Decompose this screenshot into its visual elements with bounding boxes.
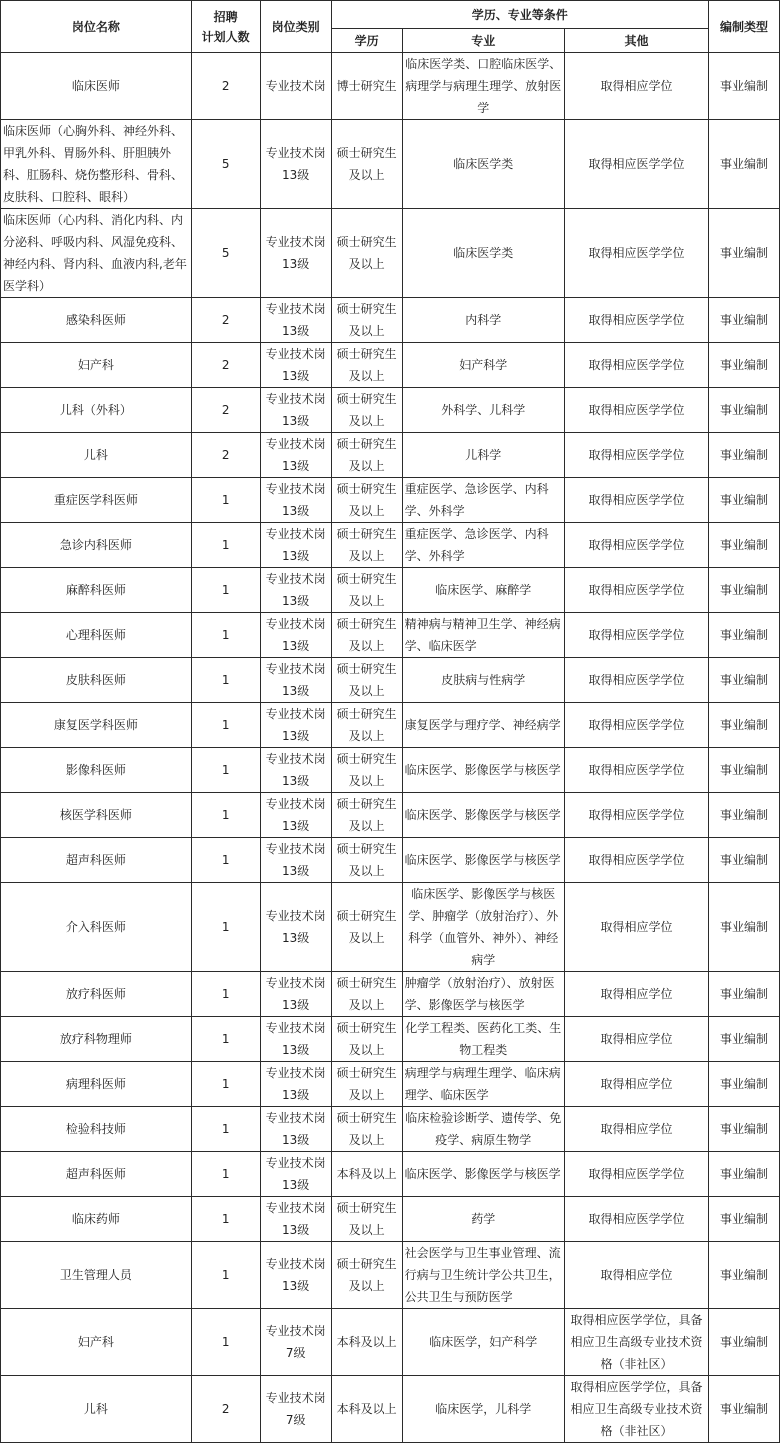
cell-other: 取得相应医学学位，具备相应卫生高级专业技术资格（非社区） [564, 1309, 708, 1376]
cell-position-type: 专业技术岗13级 [260, 703, 331, 748]
cell-other: 取得相应医学学位 [564, 433, 708, 478]
cell-planned-count: 5 [191, 209, 260, 298]
cell-position-name: 重症医学科医师 [1, 478, 192, 523]
cell-position-name: 临床医师 [1, 53, 192, 120]
cell-major: 临床医学，儿科学 [402, 1376, 564, 1443]
cell-planned-count: 2 [191, 1376, 260, 1443]
cell-position-type: 专业技术岗7级 [260, 1376, 331, 1443]
table-row [1, 1062, 780, 1107]
table-row [1, 209, 780, 298]
cell-major: 重症医学、急诊医学、内科学、外科学 [402, 523, 564, 568]
cell-position-name: 超声科医师 [1, 1152, 192, 1197]
cell-other: 取得相应医学学位 [564, 838, 708, 883]
cell-education: 硕士研究生及以上 [331, 838, 402, 883]
cell-major: 肿瘤学（放射治疗）、放射医学、影像医学与核医学 [402, 972, 564, 1017]
cell-position-name: 心理科医师 [1, 613, 192, 658]
header-position-type: 岗位类别 [260, 1, 331, 53]
cell-other: 取得相应医学学位 [564, 1152, 708, 1197]
cell-other: 取得相应学位 [564, 1242, 708, 1309]
cell-education: 硕士研究生及以上 [331, 1062, 402, 1107]
cell-planned-count: 2 [191, 53, 260, 120]
table-row [1, 478, 780, 523]
cell-major: 临床检验诊断学、遗传学、免疫学、病原生物学 [402, 1107, 564, 1152]
cell-education: 硕士研究生及以上 [331, 972, 402, 1017]
cell-planned-count: 1 [191, 838, 260, 883]
cell-major: 临床医学、影像医学与核医学 [402, 838, 564, 883]
cell-staffing-type: 事业编制 [708, 1376, 779, 1443]
cell-major: 临床医学、麻醉学 [402, 568, 564, 613]
cell-position-name: 临床药师 [1, 1197, 192, 1242]
cell-position-name: 病理科医师 [1, 1062, 192, 1107]
cell-position-type: 专业技术岗13级 [260, 1152, 331, 1197]
cell-education: 硕士研究生及以上 [331, 1017, 402, 1062]
table-row [1, 883, 780, 972]
cell-education: 硕士研究生及以上 [331, 433, 402, 478]
cell-other: 取得相应学位 [564, 1017, 708, 1062]
cell-position-type: 专业技术岗13级 [260, 478, 331, 523]
table-row [1, 1242, 780, 1309]
table-row [1, 1107, 780, 1152]
cell-other: 取得相应医学学位 [564, 1197, 708, 1242]
cell-position-type: 专业技术岗13级 [260, 298, 331, 343]
header-planned-count: 招聘 计划人数 [191, 1, 260, 53]
cell-education: 硕士研究生及以上 [331, 298, 402, 343]
cell-position-name: 妇产科 [1, 343, 192, 388]
cell-position-type: 专业技术岗13级 [260, 388, 331, 433]
header-conditions-group: 学历、专业等条件 [331, 1, 708, 29]
cell-position-name: 康复医学科医师 [1, 703, 192, 748]
cell-planned-count: 1 [191, 613, 260, 658]
cell-position-type: 专业技术岗13级 [260, 972, 331, 1017]
cell-staffing-type: 事业编制 [708, 1152, 779, 1197]
table-row [1, 1197, 780, 1242]
cell-position-name: 核医学科医师 [1, 793, 192, 838]
cell-staffing-type: 事业编制 [708, 703, 779, 748]
table-row [1, 1309, 780, 1376]
cell-other: 取得相应医学学位 [564, 703, 708, 748]
cell-major: 临床医学类 [402, 120, 564, 209]
cell-major: 重症医学、急诊医学、内科学、外科学 [402, 478, 564, 523]
cell-planned-count: 1 [191, 568, 260, 613]
cell-major: 内科学 [402, 298, 564, 343]
header-staffing-type: 编制类型 [708, 1, 779, 53]
cell-staffing-type: 事业编制 [708, 658, 779, 703]
cell-staffing-type: 事业编制 [708, 478, 779, 523]
cell-position-type: 专业技术岗13级 [260, 1242, 331, 1309]
cell-education: 博士研究生 [331, 53, 402, 120]
table-row [1, 388, 780, 433]
cell-staffing-type: 事业编制 [708, 568, 779, 613]
cell-education: 硕士研究生及以上 [331, 568, 402, 613]
cell-other: 取得相应医学学位 [564, 568, 708, 613]
cell-education: 本科及以上 [331, 1376, 402, 1443]
cell-position-name: 临床医师（心内科、消化内科、内分泌科、呼吸内科、风湿免疫科、神经内科、肾内科、血液内科,老年医学科） [1, 209, 192, 298]
cell-major: 病理学与病理生理学、临床病理学、临床医学 [402, 1062, 564, 1107]
cell-planned-count: 2 [191, 343, 260, 388]
table-row [1, 1376, 780, 1443]
cell-staffing-type: 事业编制 [708, 1197, 779, 1242]
cell-education: 硕士研究生及以上 [331, 388, 402, 433]
cell-other: 取得相应学位 [564, 1107, 708, 1152]
cell-position-type: 专业技术岗13级 [260, 883, 331, 972]
cell-planned-count: 1 [191, 748, 260, 793]
cell-position-name: 影像科医师 [1, 748, 192, 793]
cell-major: 临床医学类 [402, 209, 564, 298]
table-row [1, 568, 780, 613]
cell-other: 取得相应医学学位 [564, 613, 708, 658]
cell-planned-count: 1 [191, 478, 260, 523]
cell-other: 取得相应学位 [564, 972, 708, 1017]
table-row [1, 298, 780, 343]
cell-position-name: 放疗科物理师 [1, 1017, 192, 1062]
cell-staffing-type: 事业编制 [708, 613, 779, 658]
cell-position-type: 专业技术岗13级 [260, 658, 331, 703]
cell-other: 取得相应学位 [564, 1062, 708, 1107]
cell-education: 硕士研究生及以上 [331, 120, 402, 209]
cell-position-type: 专业技术岗13级 [260, 343, 331, 388]
table-body [1, 53, 780, 1443]
cell-planned-count: 1 [191, 1107, 260, 1152]
cell-staffing-type: 事业编制 [708, 388, 779, 433]
cell-staffing-type: 事业编制 [708, 748, 779, 793]
cell-education: 硕士研究生及以上 [331, 748, 402, 793]
cell-education: 硕士研究生及以上 [331, 209, 402, 298]
cell-position-type: 专业技术岗13级 [260, 209, 331, 298]
cell-planned-count: 1 [191, 523, 260, 568]
cell-education: 硕士研究生及以上 [331, 478, 402, 523]
cell-position-name: 卫生管理人员 [1, 1242, 192, 1309]
cell-position-name: 皮肤科医师 [1, 658, 192, 703]
cell-major: 精神病与精神卫生学、神经病学、临床医学 [402, 613, 564, 658]
table-row [1, 748, 780, 793]
cell-planned-count: 1 [191, 793, 260, 838]
cell-planned-count: 1 [191, 1152, 260, 1197]
table-row [1, 793, 780, 838]
table-row [1, 120, 780, 209]
cell-education: 硕士研究生及以上 [331, 613, 402, 658]
cell-position-name: 麻醉科医师 [1, 568, 192, 613]
header-other: 其他 [564, 29, 708, 53]
cell-planned-count: 1 [191, 1242, 260, 1309]
cell-position-name: 临床医师（心胸外科、神经外科、甲乳外科、胃肠外科、肝胆胰外科、肛肠科、烧伤整形科、骨科、皮肤科、口腔科、眼科） [1, 120, 192, 209]
table-row [1, 703, 780, 748]
cell-other: 取得相应学位 [564, 883, 708, 972]
cell-other: 取得相应医学学位 [564, 343, 708, 388]
cell-staffing-type: 事业编制 [708, 838, 779, 883]
cell-position-name: 儿科 [1, 433, 192, 478]
cell-position-type: 专业技术岗13级 [260, 1017, 331, 1062]
cell-other: 取得相应医学学位 [564, 298, 708, 343]
table-row [1, 972, 780, 1017]
cell-staffing-type: 事业编制 [708, 1309, 779, 1376]
cell-major: 临床医学、影像医学与核医学、肿瘤学（放射治疗）、外科学（血管外、神外）、神经病学 [402, 883, 564, 972]
cell-planned-count: 1 [191, 883, 260, 972]
cell-position-type: 专业技术岗13级 [260, 1062, 331, 1107]
cell-position-type: 专业技术岗13级 [260, 613, 331, 658]
cell-position-name: 放疗科医师 [1, 972, 192, 1017]
cell-planned-count: 2 [191, 388, 260, 433]
cell-planned-count: 1 [191, 1197, 260, 1242]
cell-other: 取得相应学位 [564, 53, 708, 120]
table-row [1, 613, 780, 658]
table-row [1, 53, 780, 120]
cell-education: 硕士研究生及以上 [331, 703, 402, 748]
cell-other: 取得相应医学学位 [564, 658, 708, 703]
cell-education: 硕士研究生及以上 [331, 1107, 402, 1152]
cell-position-type: 专业技术岗13级 [260, 793, 331, 838]
table-row [1, 658, 780, 703]
cell-planned-count: 1 [191, 972, 260, 1017]
cell-position-name: 急诊内科医师 [1, 523, 192, 568]
cell-major: 临床医学、影像医学与核医学 [402, 1152, 564, 1197]
cell-major: 临床医学，妇产科学 [402, 1309, 564, 1376]
cell-staffing-type: 事业编制 [708, 343, 779, 388]
cell-education: 硕士研究生及以上 [331, 343, 402, 388]
table-row [1, 343, 780, 388]
cell-education: 硕士研究生及以上 [331, 658, 402, 703]
cell-position-name: 超声科医师 [1, 838, 192, 883]
cell-planned-count: 2 [191, 433, 260, 478]
cell-major: 妇产科学 [402, 343, 564, 388]
cell-major: 临床医学、影像医学与核医学 [402, 748, 564, 793]
cell-position-type: 专业技术岗13级 [260, 838, 331, 883]
cell-staffing-type: 事业编制 [708, 298, 779, 343]
cell-major: 外科学、儿科学 [402, 388, 564, 433]
cell-planned-count: 1 [191, 703, 260, 748]
cell-education: 硕士研究生及以上 [331, 883, 402, 972]
cell-planned-count: 5 [191, 120, 260, 209]
table-row [1, 838, 780, 883]
cell-major: 临床医学类、口腔临床医学、病理学与病理生理学、放射医学 [402, 53, 564, 120]
cell-position-type: 专业技术岗13级 [260, 523, 331, 568]
header-position-name: 岗位名称 [1, 1, 192, 53]
cell-planned-count: 1 [191, 658, 260, 703]
cell-staffing-type: 事业编制 [708, 433, 779, 478]
header-major: 专业 [402, 29, 564, 53]
cell-position-name: 介入科医师 [1, 883, 192, 972]
cell-position-type: 专业技术岗13级 [260, 1197, 331, 1242]
cell-other: 取得相应医学学位 [564, 748, 708, 793]
cell-major: 康复医学与理疗学、神经病学 [402, 703, 564, 748]
table-row [1, 1152, 780, 1197]
cell-planned-count: 2 [191, 298, 260, 343]
cell-staffing-type: 事业编制 [708, 1242, 779, 1309]
cell-education: 硕士研究生及以上 [331, 523, 402, 568]
cell-position-type: 专业技术岗13级 [260, 1107, 331, 1152]
cell-education: 硕士研究生及以上 [331, 793, 402, 838]
header-education: 学历 [331, 29, 402, 53]
cell-staffing-type: 事业编制 [708, 120, 779, 209]
cell-staffing-type: 事业编制 [708, 209, 779, 298]
cell-position-type: 专业技术岗13级 [260, 568, 331, 613]
cell-position-type: 专业技术岗7级 [260, 1309, 331, 1376]
cell-staffing-type: 事业编制 [708, 793, 779, 838]
cell-major: 儿科学 [402, 433, 564, 478]
cell-other: 取得相应医学学位 [564, 209, 708, 298]
cell-position-name: 儿科 [1, 1376, 192, 1443]
cell-major: 社会医学与卫生事业管理、流行病与卫生统计学公共卫生，公共卫生与预防医学 [402, 1242, 564, 1309]
cell-planned-count: 1 [191, 1062, 260, 1107]
cell-position-type: 专业技术岗13级 [260, 433, 331, 478]
cell-major: 皮肤病与性病学 [402, 658, 564, 703]
cell-position-name: 妇产科 [1, 1309, 192, 1376]
cell-staffing-type: 事业编制 [708, 972, 779, 1017]
cell-position-name: 感染科医师 [1, 298, 192, 343]
cell-staffing-type: 事业编制 [708, 1062, 779, 1107]
table-row [1, 1017, 780, 1062]
cell-other: 取得相应医学学位 [564, 478, 708, 523]
cell-other: 取得相应医学学位 [564, 793, 708, 838]
cell-position-type: 专业技术岗 [260, 53, 331, 120]
table-row [1, 433, 780, 478]
cell-other: 取得相应医学学位，具备相应卫生高级专业技术资格（非社区） [564, 1376, 708, 1443]
cell-education: 本科及以上 [331, 1309, 402, 1376]
table-row [1, 523, 780, 568]
cell-major: 药学 [402, 1197, 564, 1242]
cell-staffing-type: 事业编制 [708, 883, 779, 972]
cell-education: 硕士研究生及以上 [331, 1242, 402, 1309]
cell-major: 临床医学、影像医学与核医学 [402, 793, 564, 838]
cell-planned-count: 1 [191, 1017, 260, 1062]
cell-other: 取得相应医学学位 [564, 388, 708, 433]
cell-staffing-type: 事业编制 [708, 1107, 779, 1152]
cell-position-name: 检验科技师 [1, 1107, 192, 1152]
cell-position-type: 专业技术岗13级 [260, 748, 331, 793]
cell-staffing-type: 事业编制 [708, 1017, 779, 1062]
cell-position-name: 儿科（外科） [1, 388, 192, 433]
cell-staffing-type: 事业编制 [708, 523, 779, 568]
cell-education: 本科及以上 [331, 1152, 402, 1197]
cell-position-type: 专业技术岗13级 [260, 120, 331, 209]
cell-other: 取得相应医学学位 [564, 523, 708, 568]
cell-other: 取得相应医学学位 [564, 120, 708, 209]
cell-planned-count: 1 [191, 1309, 260, 1376]
cell-major: 化学工程类、医药化工类、生物工程类 [402, 1017, 564, 1062]
cell-staffing-type: 事业编制 [708, 53, 779, 120]
cell-education: 硕士研究生及以上 [331, 1197, 402, 1242]
